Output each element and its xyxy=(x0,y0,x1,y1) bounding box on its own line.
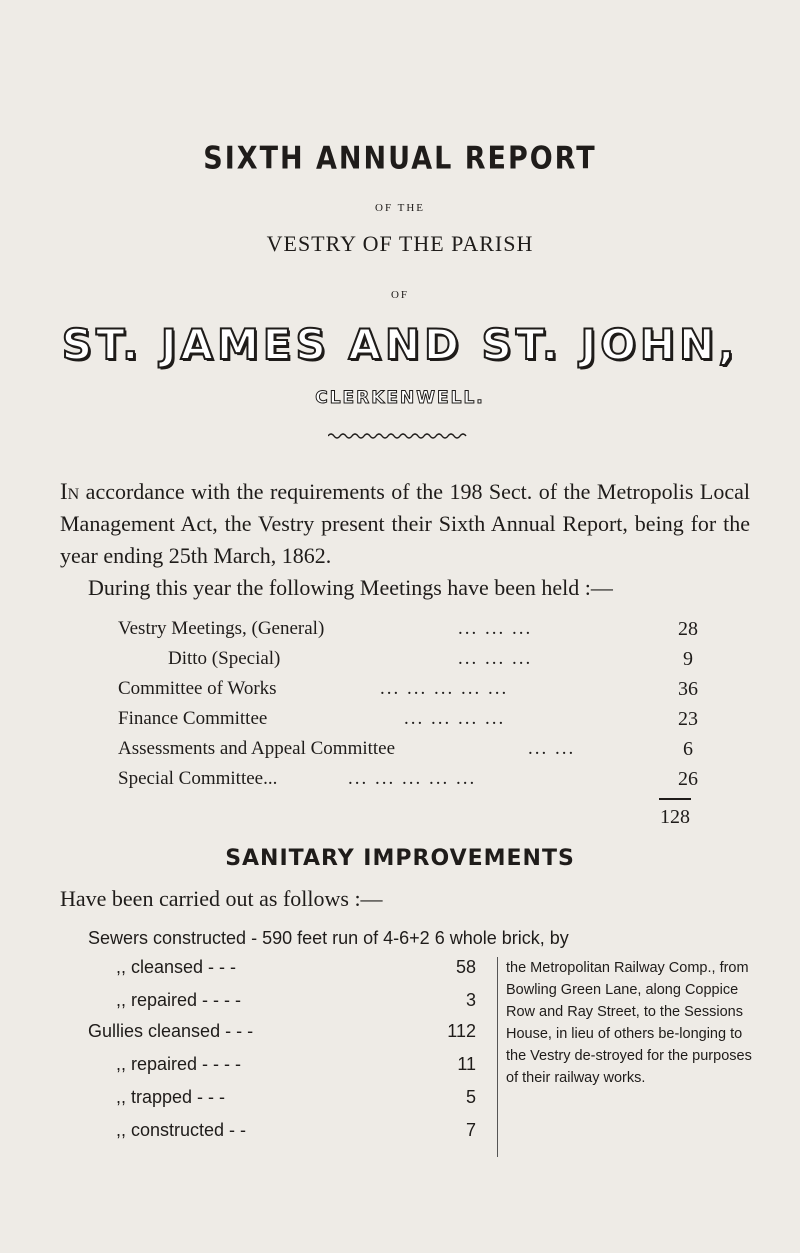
sanitary-heading: SANITARY IMPROVEMENTS xyxy=(225,846,575,871)
meeting-count: 6 xyxy=(683,738,693,760)
meetings-intro: During this year the following Meetings have been held :— xyxy=(88,575,613,600)
meeting-count: 9 xyxy=(683,648,693,670)
sanitary-label: ,, repaired - - - - xyxy=(116,990,242,1010)
meeting-label: Committee of Works xyxy=(118,678,277,699)
sanitary-label: ,, cleansed - - - xyxy=(116,957,237,977)
sewers-note: the Metropolitan Railway Comp., from Bowling Green Lane, along Coppice Row and Ray Street, to the Sessions House, in lieu of others be-longing to the Vestry de-stroyed for the purposes of their railway works. xyxy=(506,960,752,1086)
leader-dots: ... ... ... ... xyxy=(404,708,506,729)
meeting-label: Vestry Meetings, (General) xyxy=(118,618,325,639)
sewers-line: Sewers constructed - 590 feet run of 4-6+2 6 whole brick, by xyxy=(88,928,569,948)
sanitary-value: 58 xyxy=(455,957,476,977)
parish-name: ST. JAMES AND ST. JOHN, xyxy=(61,320,739,369)
meeting-count: 23 xyxy=(678,708,698,730)
sanitary-value: 3 xyxy=(465,990,476,1010)
leader-dots: ... ... ... ... ... xyxy=(348,768,477,789)
intro-lead-word: In xyxy=(60,479,80,504)
meeting-count: 36 xyxy=(678,678,698,700)
intro-text: accordance with the requirements of the 198 Sect. of the Metropolis Local Management Act, the Vestry present their Sixth Annual Report, being for the year ending 25th March, 1862. xyxy=(60,479,750,568)
heading-of-the: OF THE xyxy=(375,202,425,214)
sanitary-label: ,, constructed - - xyxy=(116,1120,247,1140)
wavy-divider xyxy=(328,432,468,440)
sanitary-value: 5 xyxy=(465,1087,476,1107)
heading-of: OF xyxy=(390,289,410,301)
district-name: CLERKENWELL. xyxy=(315,388,485,408)
sanitary-intro: Have been carried out as follows :— xyxy=(60,886,383,911)
sanitary-label: Gullies cleansed - - - xyxy=(88,1021,254,1041)
meetings-total: 128 xyxy=(660,806,690,828)
meeting-label: Special Committee... xyxy=(118,768,278,789)
sanitary-label: ,, trapped - - - xyxy=(116,1087,226,1107)
sanitary-value: 11 xyxy=(457,1054,476,1074)
intro-paragraph xyxy=(60,476,750,572)
leader-dots: ... ... ... ... ... xyxy=(380,678,509,699)
report-title: SIXTH ANNUAL REPORT xyxy=(203,140,597,177)
meeting-label: Ditto (Special) xyxy=(168,648,281,669)
heading-vestry: VESTRY OF THE PARISH xyxy=(266,231,534,256)
leader-dots: ... ... xyxy=(528,738,576,759)
sanitary-label: ,, repaired - - - - xyxy=(116,1054,242,1074)
meeting-count: 28 xyxy=(678,618,698,640)
leader-dots: ... ... ... xyxy=(458,648,533,669)
column-divider xyxy=(497,957,498,1157)
meeting-count: 26 xyxy=(678,768,698,790)
leader-dots: ... ... ... xyxy=(458,618,533,639)
sanitary-value: 112 xyxy=(447,1021,476,1041)
meeting-label: Finance Committee xyxy=(118,708,268,729)
sanitary-value: 7 xyxy=(465,1120,476,1140)
meeting-label: Assessments and Appeal Committee xyxy=(118,738,396,759)
total-rule xyxy=(659,798,691,800)
